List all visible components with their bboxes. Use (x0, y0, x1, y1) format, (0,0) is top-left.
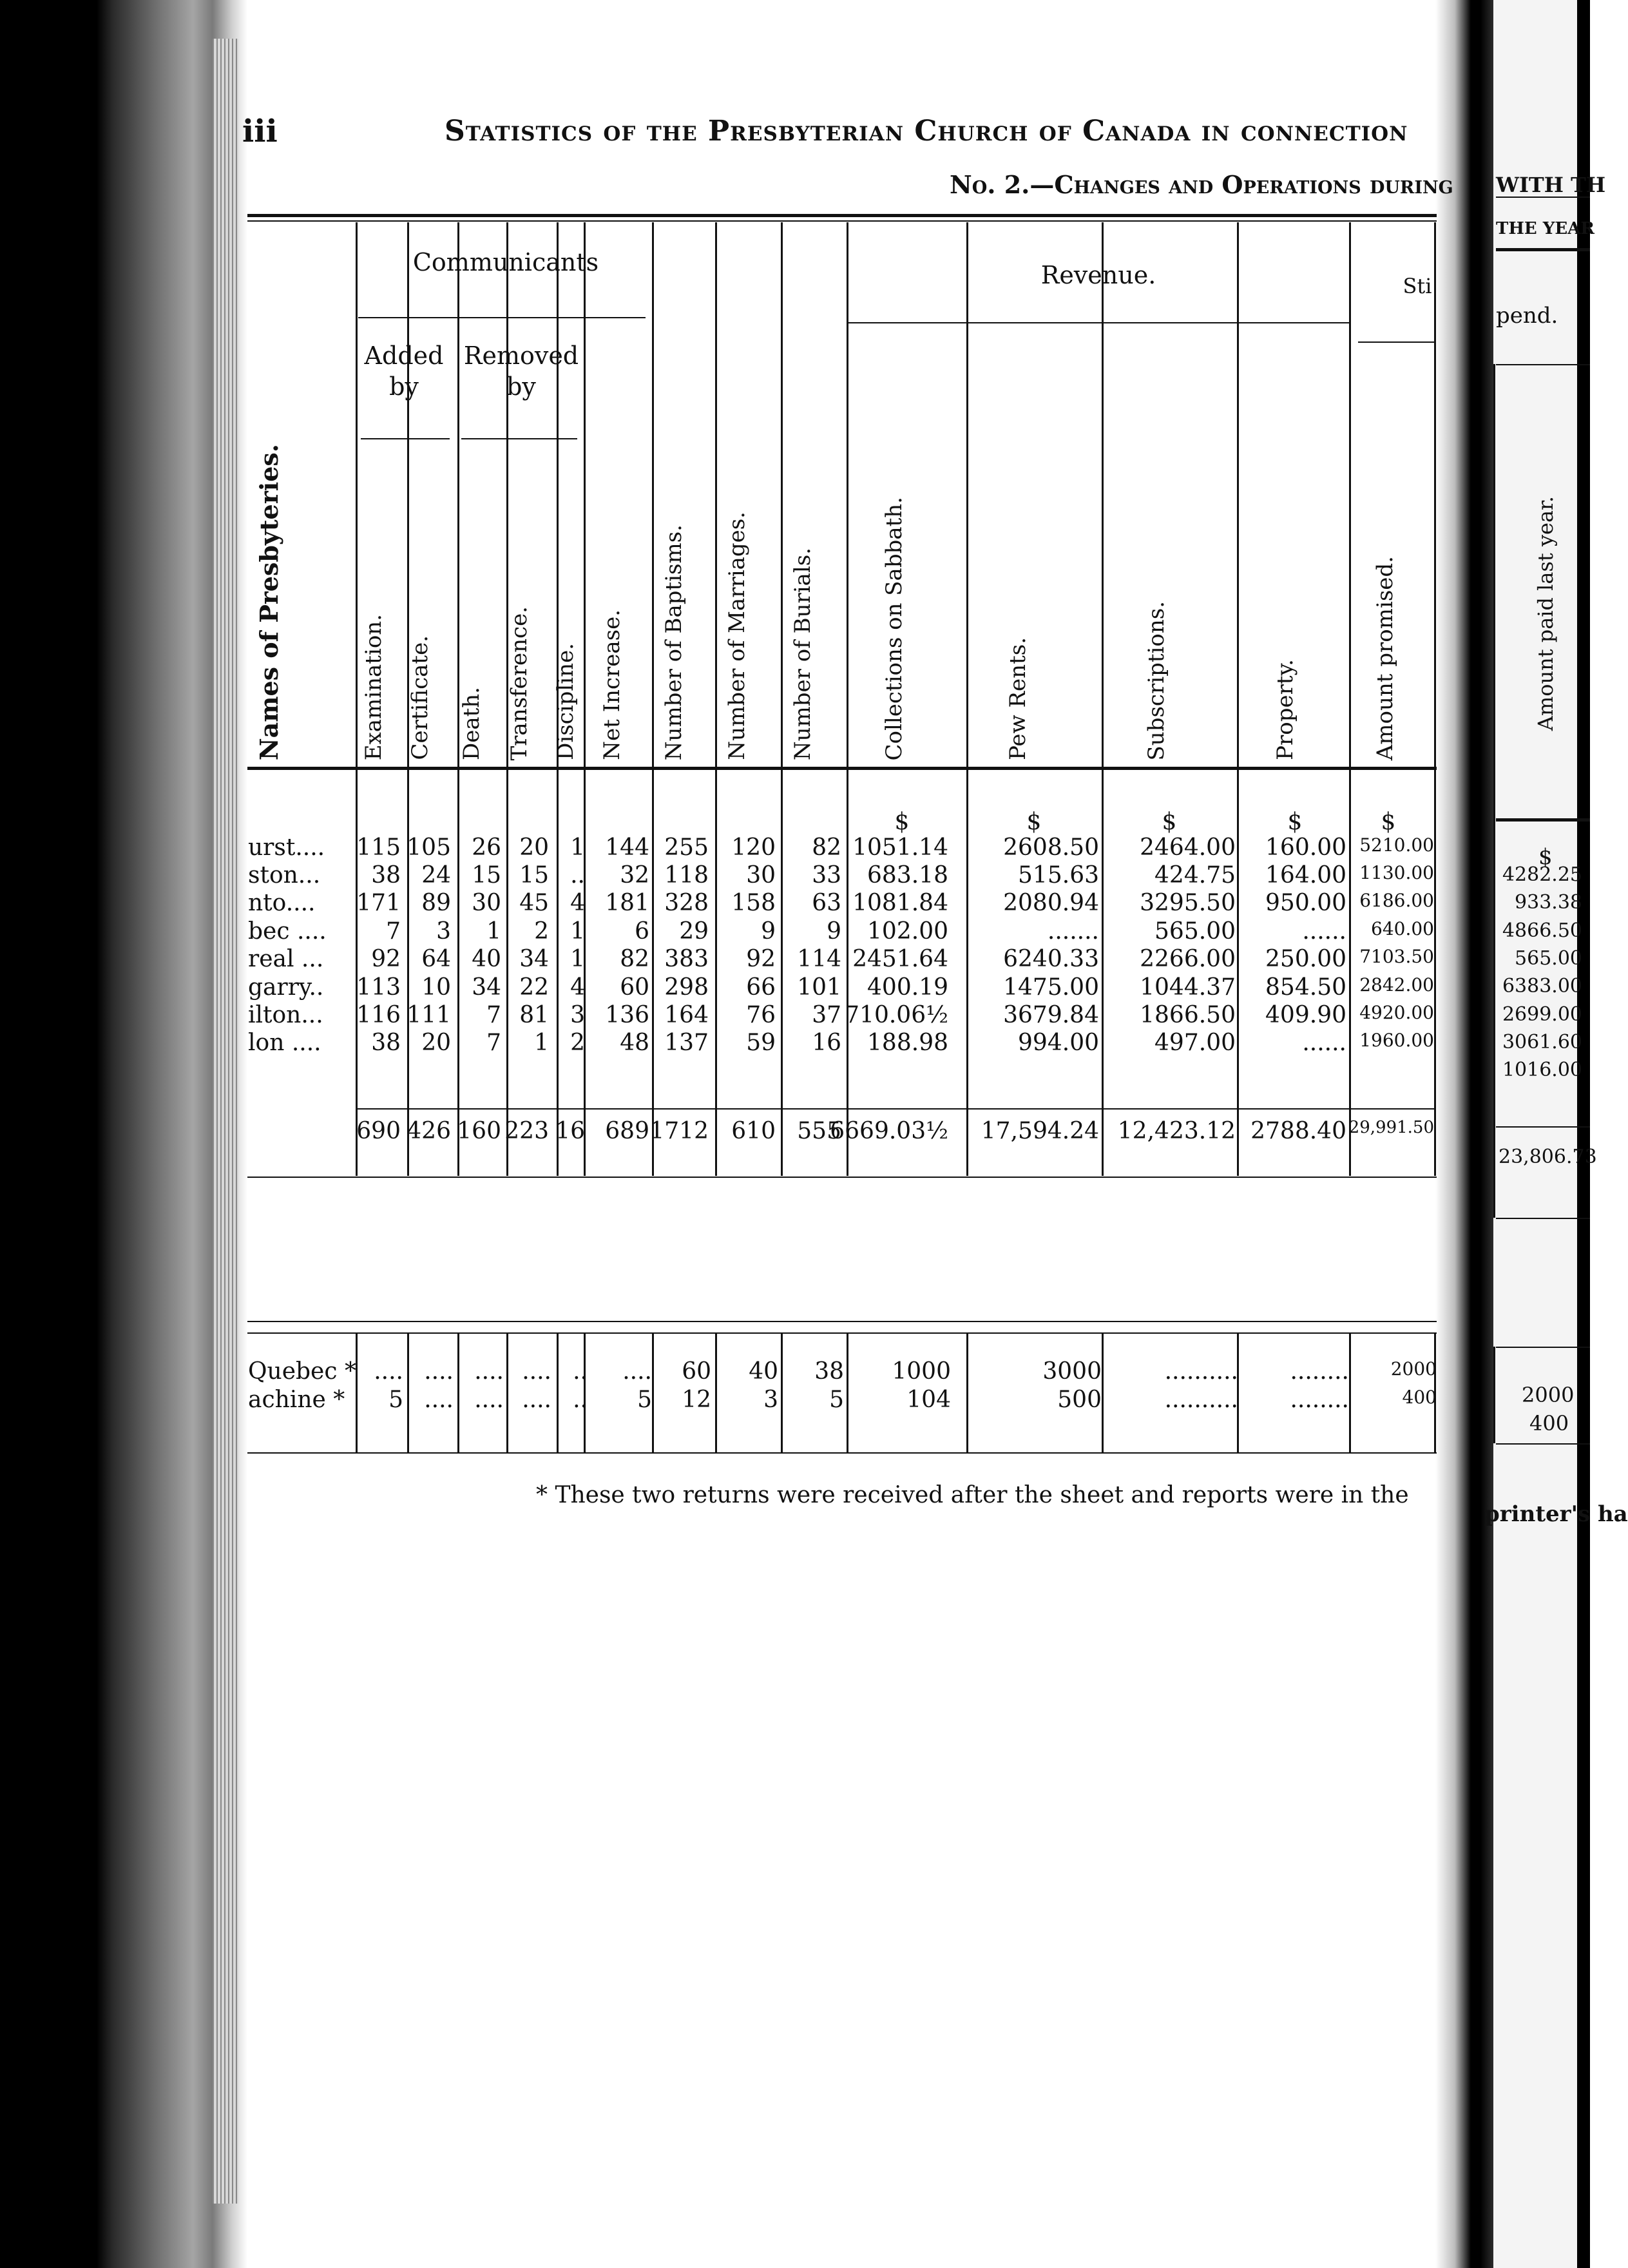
facing-late-value-1: 2000 (1522, 1383, 1575, 1407)
presbytery-name: bec .... (248, 918, 327, 945)
table-cell: 29 (679, 918, 709, 945)
table-cell: 255 (664, 834, 709, 861)
column-header-5: Discipline. (553, 643, 579, 760)
late-presbytery-name: achine * (248, 1387, 345, 1413)
total-cell: 160 (457, 1118, 501, 1144)
table-cell: 2451.64 (852, 946, 948, 972)
late-cell: .. (573, 1387, 588, 1413)
table-cell: 1 (570, 834, 585, 861)
table-cell: 136 (605, 1002, 649, 1028)
column-header-10: Collections on Sabbath. (881, 496, 907, 760)
total-cell: 2788.40 (1250, 1118, 1346, 1144)
table-cell: 118 (664, 862, 709, 889)
total-cell: 6669.03½ (830, 1118, 948, 1144)
total-cell: 555 (797, 1118, 841, 1144)
table-cell: 2608.50 (1003, 834, 1099, 861)
table-cell: 92 (371, 946, 401, 972)
table-cell: 2266.00 (1140, 946, 1236, 972)
table-cell: 9 (761, 918, 776, 945)
table-cell: .. (570, 862, 585, 889)
late-cell: .... (474, 1358, 504, 1385)
late-cell: 104 (906, 1387, 951, 1413)
total-cell: 426 (407, 1118, 451, 1144)
table-cell: 111 (407, 1002, 451, 1028)
column-header-6: Net Increase. (599, 610, 625, 760)
dollar-sign-1: $ (1026, 809, 1042, 835)
column-header-names: Names of Presbyteries. (254, 443, 283, 760)
table-cell: 34 (519, 946, 549, 972)
column-header-8: Number of Marriages. (724, 512, 750, 760)
late-cell: .... (374, 1358, 403, 1385)
table-cell: 424.75 (1154, 862, 1236, 889)
column-header-3: Death. (459, 686, 484, 760)
late-col-rule-8 (781, 1332, 783, 1452)
table-cell: 64 (421, 946, 451, 972)
facing-page (1493, 0, 1590, 2268)
late-cell: 1000 (892, 1358, 951, 1385)
table-cell: 4920.00 (1359, 1002, 1434, 1023)
table-cell: 1081.84 (852, 890, 948, 916)
table-cell: 2 (534, 918, 549, 945)
table-cell: 1051.14 (852, 834, 948, 861)
rule-header-bottom (247, 767, 1437, 770)
presbytery-name: lon .... (248, 1030, 321, 1056)
facing-value: 933.38 (1515, 891, 1582, 914)
column-header-12: Subscriptions. (1144, 601, 1169, 760)
late-cell: 5 (829, 1387, 844, 1413)
table-cell: 89 (421, 890, 451, 916)
table-cell: 32 (620, 862, 649, 889)
column-header-14: Amount promised. (1372, 555, 1398, 760)
late-cell: 5 (637, 1387, 652, 1413)
facing-value: 6383.00 (1502, 975, 1582, 997)
late-cell: 60 (682, 1358, 711, 1385)
table-cell: 82 (620, 946, 649, 972)
table-cell: ...... (1302, 918, 1346, 945)
footnote: * These two returns were received after the sheet and reports were in the (536, 1482, 1409, 1508)
table-cell: 105 (407, 834, 451, 861)
column-header-7: Number of Baptisms. (661, 524, 687, 760)
table-cell: 4 (570, 974, 585, 1001)
table-cell: 5210.00 (1359, 834, 1434, 856)
table-cell: 113 (356, 974, 401, 1001)
table-cell: 81 (519, 1002, 549, 1028)
table-cell: 2080.94 (1003, 890, 1099, 916)
late-cell: .... (424, 1387, 454, 1413)
late-col-rule-6 (652, 1332, 654, 1452)
facing-footnote-end: printer's ha (1484, 1501, 1628, 1527)
table-cell: 45 (519, 890, 549, 916)
table-cell: 158 (731, 890, 776, 916)
dollar-sign-0: $ (894, 809, 910, 835)
table-cell: 34 (472, 974, 501, 1001)
table-cell: 33 (812, 862, 841, 889)
presbytery-name: urst.... (248, 834, 325, 861)
table-cell: 1960.00 (1359, 1030, 1434, 1051)
column-header-2: Certificate. (407, 635, 433, 760)
table-cell: 6186.00 (1359, 890, 1434, 911)
late-cell: .. (573, 1358, 588, 1385)
column-header-11: Pew Rents. (1005, 637, 1031, 760)
table-cell: 250.00 (1265, 946, 1346, 972)
table-cell: 120 (731, 834, 776, 861)
rule-top-2 (247, 220, 1437, 222)
table-cell: 7103.50 (1359, 946, 1434, 967)
table-cell: 16 (812, 1030, 841, 1056)
table-cell: 181 (605, 890, 649, 916)
late-col-rule-10 (966, 1332, 968, 1452)
table-cell: 1 (570, 918, 585, 945)
late-col-rule-11 (1102, 1332, 1104, 1452)
rule-top (247, 214, 1437, 217)
group-header-added-by: Added by (364, 341, 444, 401)
late-col-rule-7 (715, 1332, 717, 1452)
late-cell: 40 (749, 1358, 778, 1385)
total-cell: 17,594.24 (981, 1118, 1099, 1144)
page-subtitle: No. 2.—Changes and Operations during (950, 170, 1453, 199)
table-cell: 20 (421, 1030, 451, 1056)
presbytery-name: nto.... (248, 890, 316, 916)
table-cell: 497.00 (1154, 1030, 1236, 1056)
late-cell: ........ (1290, 1358, 1349, 1385)
table-cell: 37 (812, 1002, 841, 1028)
facing-dollar: $ (1538, 844, 1553, 870)
table-cell: 2464.00 (1140, 834, 1236, 861)
rule-late-top-2 (247, 1332, 1437, 1334)
table-cell: 6 (635, 918, 649, 945)
rule-revenue (848, 322, 1350, 323)
dollar-sign-4: $ (1381, 809, 1396, 835)
rule-removed (461, 438, 577, 439)
page-title: Statistics of the Presbyterian Church of Canada in connection (445, 115, 1408, 148)
table-cell: 164.00 (1265, 862, 1346, 889)
facing-column-header: Amount paid last year. (1533, 496, 1558, 731)
total-cell: 223 (504, 1118, 549, 1144)
page-edges (213, 39, 238, 2204)
rule-added (361, 438, 450, 439)
table-cell: 3295.50 (1140, 890, 1236, 916)
late-presbytery-name: Quebec * (248, 1358, 356, 1385)
late-cell: 400 (1402, 1387, 1437, 1408)
total-cell: 29,991.50 (1348, 1118, 1434, 1137)
late-cell: 38 (814, 1358, 844, 1385)
table-cell: 15 (472, 862, 501, 889)
table-cell: 683.18 (867, 862, 948, 889)
table-cell: 565.00 (1154, 918, 1236, 945)
late-cell: .......... (1164, 1387, 1238, 1413)
table-cell: 137 (664, 1030, 709, 1056)
total-cell: 12,423.12 (1117, 1118, 1236, 1144)
facing-header-1: WITH TH (1496, 173, 1606, 197)
facing-value: 2699.00 (1502, 1003, 1582, 1026)
facing-stipend-label: pend. (1496, 303, 1558, 329)
late-cell: .... (522, 1358, 551, 1385)
table-cell: 38 (371, 1030, 401, 1056)
table-cell: 30 (746, 862, 776, 889)
rule-total-top (356, 1108, 1435, 1110)
table-cell: 328 (664, 890, 709, 916)
table-cell: 48 (620, 1030, 649, 1056)
book-gutter (1435, 0, 1493, 2268)
table-cell: 2842.00 (1359, 974, 1434, 995)
rule-stipend (1358, 341, 1435, 343)
late-cell: 500 (1057, 1387, 1102, 1413)
table-cell: 298 (664, 974, 709, 1001)
table-cell: 1 (570, 946, 585, 972)
total-cell: 16 (555, 1118, 585, 1144)
dollar-sign-2: $ (1162, 809, 1177, 835)
late-col-rule-2 (457, 1332, 459, 1452)
table-cell: 15 (519, 862, 549, 889)
table-cell: 1866.50 (1140, 1002, 1236, 1028)
dollar-sign-3: $ (1287, 809, 1303, 835)
late-col-rule-4 (557, 1332, 559, 1452)
group-header-removed-by: Removed by (463, 341, 579, 401)
facing-late-value-2: 400 (1529, 1411, 1569, 1436)
table-cell: 188.98 (867, 1030, 948, 1056)
late-cell: .... (522, 1387, 551, 1413)
column-header-9: Number of Burials. (790, 547, 816, 760)
presbytery-name: ston... (248, 862, 321, 889)
table-cell: 1475.00 (1003, 974, 1099, 1001)
rule-total-bottom (247, 1177, 1437, 1178)
table-cell: 66 (746, 974, 776, 1001)
table-cell: 63 (812, 890, 841, 916)
table-cell: 7 (486, 1002, 501, 1028)
column-header-13: Property. (1272, 659, 1298, 760)
table-cell: 20 (519, 834, 549, 861)
facing-value: 4282.25 (1502, 863, 1582, 886)
table-cell: 60 (620, 974, 649, 1001)
table-cell: 82 (812, 834, 841, 861)
group-header-stipend: Sti (1403, 274, 1432, 298)
table-cell: 22 (519, 974, 549, 1001)
total-cell: 1712 (649, 1118, 709, 1144)
table-cell: 164 (664, 1002, 709, 1028)
facing-value: 1016.00 (1502, 1059, 1582, 1081)
late-col-rule-9 (847, 1332, 848, 1452)
table-cell: 10 (421, 974, 451, 1001)
table-cell: 515.63 (1018, 862, 1099, 889)
table-cell: 640.00 (1371, 918, 1434, 939)
late-cell: 3 (763, 1387, 778, 1413)
rule-communicants (358, 317, 646, 318)
group-header-communicants: Communicants (412, 248, 599, 276)
table-cell: ....... (1047, 918, 1099, 945)
total-cell: 689 (605, 1118, 649, 1144)
late-cell: .... (424, 1358, 454, 1385)
table-cell: 92 (746, 946, 776, 972)
table-cell: 1130.00 (1359, 862, 1434, 883)
table-cell: 59 (746, 1030, 776, 1056)
presbytery-name: garry.. (248, 974, 324, 1001)
rule-late-top (247, 1321, 1437, 1322)
table-cell: 400.19 (867, 974, 948, 1001)
table-cell: 115 (356, 834, 401, 861)
facing-page-edge (1577, 0, 1590, 2268)
total-cell: 610 (731, 1118, 776, 1144)
table-cell: 102.00 (867, 918, 948, 945)
table-cell: 116 (356, 1002, 401, 1028)
table-cell: 101 (797, 974, 841, 1001)
late-col-rule-1 (407, 1332, 409, 1452)
table-cell: 854.50 (1265, 974, 1346, 1001)
late-cell: 5 (388, 1387, 403, 1413)
late-cell: .... (622, 1358, 652, 1385)
late-col-rule-3 (506, 1332, 508, 1452)
late-col-rule-0 (356, 1332, 358, 1452)
book-spine-shadow (0, 0, 247, 2268)
facing-value: 3061.60 (1502, 1031, 1582, 1053)
table-cell: 2 (570, 1030, 585, 1056)
late-cell: ........ (1290, 1387, 1349, 1413)
group-header-revenue: Revenue. (1040, 261, 1156, 289)
table-row (247, 918, 1437, 944)
table-cell: 950.00 (1265, 890, 1346, 916)
table-cell: 76 (746, 1002, 776, 1028)
table-cell: 24 (421, 862, 451, 889)
table-cell: 144 (605, 834, 649, 861)
table-cell: 994.00 (1018, 1030, 1099, 1056)
table-cell: 6240.33 (1003, 946, 1099, 972)
table-cell: 30 (472, 890, 501, 916)
table-cell: 1 (486, 918, 501, 945)
table-cell: 3679.84 (1003, 1002, 1099, 1028)
facing-total: 23,806.73 (1499, 1146, 1597, 1168)
table-cell: 710.06½ (845, 1002, 948, 1028)
table-cell: 3 (570, 1002, 585, 1028)
table-cell: 171 (356, 890, 401, 916)
table-cell: 114 (797, 946, 841, 972)
facing-header-2: THE YEAR (1496, 219, 1594, 238)
table-cell: 40 (472, 946, 501, 972)
page-number: iii (242, 113, 278, 149)
table-cell: ...... (1302, 1030, 1346, 1056)
table-cell: 7 (486, 1030, 501, 1056)
table-cell: 4 (570, 890, 585, 916)
table-cell: 38 (371, 862, 401, 889)
table-cell: 1044.37 (1140, 974, 1236, 1001)
table-cell: 1 (534, 1030, 549, 1056)
facing-value: 4866.50 (1502, 919, 1582, 942)
late-col-rule-13 (1349, 1332, 1351, 1452)
total-cell: 690 (356, 1118, 401, 1144)
late-cell: .......... (1164, 1358, 1238, 1385)
rule-late-bottom (247, 1452, 1437, 1454)
late-cell: 2000 (1390, 1358, 1437, 1379)
table-cell: 9 (827, 918, 841, 945)
table-cell: 409.90 (1265, 1002, 1346, 1028)
late-cell: 12 (682, 1387, 711, 1413)
table-cell: 160.00 (1265, 834, 1346, 861)
table-cell: 7 (386, 918, 401, 945)
late-cell: 3000 (1042, 1358, 1102, 1385)
presbytery-name: ilton... (248, 1002, 323, 1028)
late-cell: .... (474, 1387, 504, 1413)
column-header-4: Transference. (506, 606, 532, 760)
facing-value: 565.00 (1515, 947, 1582, 970)
table-cell: 383 (664, 946, 709, 972)
presbytery-name: real ... (248, 946, 324, 972)
table-cell: 3 (436, 918, 451, 945)
column-header-1: Examination. (361, 613, 387, 760)
table-cell: 26 (472, 834, 501, 861)
